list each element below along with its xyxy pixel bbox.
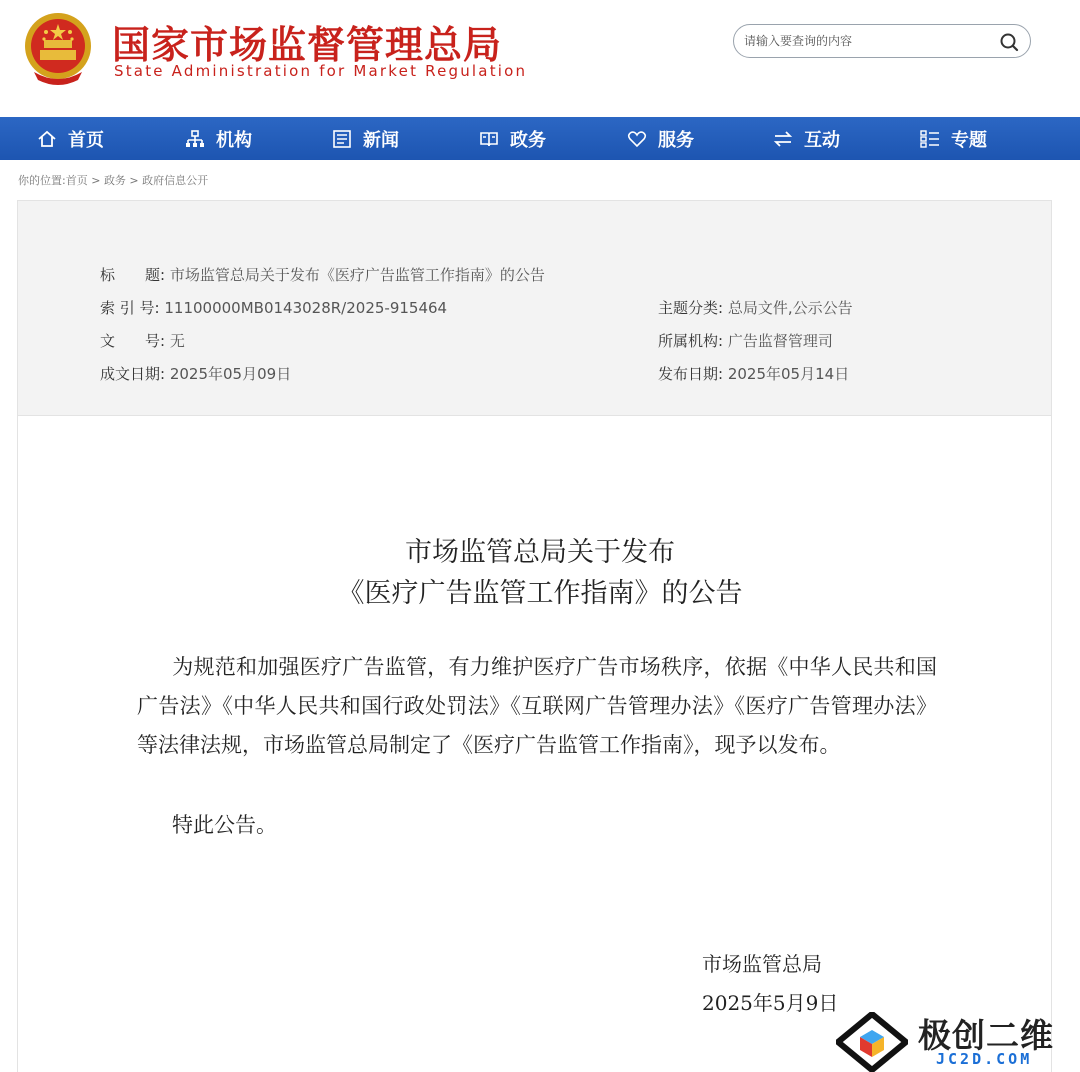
document-title-line1: 市场监管总局关于发布 xyxy=(405,537,675,568)
nav-label-affairs: 政务 xyxy=(510,129,546,151)
meta-published-row xyxy=(658,363,849,384)
breadcrumb-info-disclosure[interactable]: 政府信息公开 xyxy=(142,174,209,187)
meta-title-value: 市场监管总局关于发布《医疗广告监管工作指南》的公告 xyxy=(169,266,545,284)
meta-index-label: 索 引 号: xyxy=(100,299,160,317)
nav-label-org: 机构 xyxy=(216,129,252,151)
site-header xyxy=(0,0,1080,117)
nav-item-service[interactable] xyxy=(626,117,694,160)
nav-label-topics: 专题 xyxy=(951,129,987,151)
nav-label-news: 新闻 xyxy=(363,129,399,151)
meta-org-value: 广告监督管理司 xyxy=(727,332,833,350)
org-chart-icon xyxy=(184,128,206,150)
breadcrumb-separator: > xyxy=(125,174,143,187)
meta-org-row xyxy=(658,330,833,351)
nav-label-home: 首页 xyxy=(68,129,104,151)
watermark-url: JC2D.COM xyxy=(936,1050,1033,1068)
article-card xyxy=(17,200,1052,1072)
meta-docno-row xyxy=(100,330,185,351)
nav-item-home[interactable] xyxy=(36,117,104,160)
meta-docno-label: 文 号: xyxy=(100,332,166,350)
breadcrumb xyxy=(18,172,208,188)
swap-arrows-icon xyxy=(772,128,794,150)
breadcrumb-prefix: 你的位置: xyxy=(18,174,66,187)
heart-icon xyxy=(626,128,648,150)
breadcrumb-home[interactable]: 首页 xyxy=(65,174,88,187)
nav-label-service: 服务 xyxy=(658,129,694,151)
nav-item-org[interactable] xyxy=(184,117,252,160)
meta-title-row xyxy=(100,264,545,285)
meta-topic-label: 主题分类: xyxy=(658,299,724,317)
document-closing-text: 特此公告。 xyxy=(172,813,277,837)
meta-topic-value: 总局文件,公示公告 xyxy=(727,299,853,317)
meta-created-label: 成文日期: xyxy=(100,365,166,383)
document-closing xyxy=(137,806,937,845)
article-meta-panel xyxy=(18,201,1051,416)
breadcrumb-affairs[interactable]: 政务 xyxy=(103,174,126,187)
meta-org-label: 所属机构: xyxy=(658,332,724,350)
meta-created-row xyxy=(100,363,291,384)
meta-docno-value: 无 xyxy=(169,332,185,350)
site-subtitle: State Administration for Market Regulation xyxy=(114,62,528,80)
cube-logo-icon xyxy=(836,1012,908,1072)
search-box xyxy=(733,24,1031,58)
book-icon xyxy=(478,128,500,150)
meta-title-label: 标 题: xyxy=(100,266,166,284)
watermark-text: 极创二维 xyxy=(918,1016,1054,1055)
document-paragraph xyxy=(137,648,937,765)
list-icon xyxy=(919,128,941,150)
site-title[interactable]: 国家市场监督管理总局 xyxy=(112,23,503,67)
watermark xyxy=(836,1008,1080,1072)
document-signer: 市场监管总局 xyxy=(702,952,822,976)
document-sign-date: 2025年5月9日 xyxy=(702,991,839,1015)
main-nav xyxy=(0,117,1080,160)
meta-published-value: 2025年05月14日 xyxy=(727,365,850,383)
breadcrumb-separator: > xyxy=(87,174,104,187)
nav-item-interact[interactable] xyxy=(772,117,840,160)
document-paragraph-text: 为规范和加强医疗广告监管，有力维护医疗广告市场秩序，依据《中华人民共和国广告法》《中华人民共和国行政处罚法》《互联网广告管理办法》《医疗广告管理办法》等法律法规，市场监管总局制定了《医疗广告监管工作指南》，现予以发布。 xyxy=(137,655,937,757)
news-icon xyxy=(331,128,353,150)
nav-item-news[interactable] xyxy=(331,117,399,160)
meta-topic-row xyxy=(658,297,853,318)
search-icon[interactable] xyxy=(998,31,1020,53)
nav-item-topics[interactable] xyxy=(919,117,987,160)
document-title-line2: 《医疗广告监管工作指南》的公告 xyxy=(337,578,743,609)
meta-index-row xyxy=(100,297,447,318)
nav-label-interact: 互动 xyxy=(804,129,840,151)
search-input[interactable] xyxy=(744,25,994,57)
meta-published-label: 发布日期: xyxy=(658,365,724,383)
nav-item-affairs[interactable] xyxy=(478,117,546,160)
national-emblem-icon[interactable] xyxy=(22,10,94,86)
home-icon xyxy=(36,128,58,150)
meta-created-value: 2025年05月09日 xyxy=(169,365,292,383)
meta-index-value: 11100000MB0143028R/2025-915464 xyxy=(164,299,448,317)
